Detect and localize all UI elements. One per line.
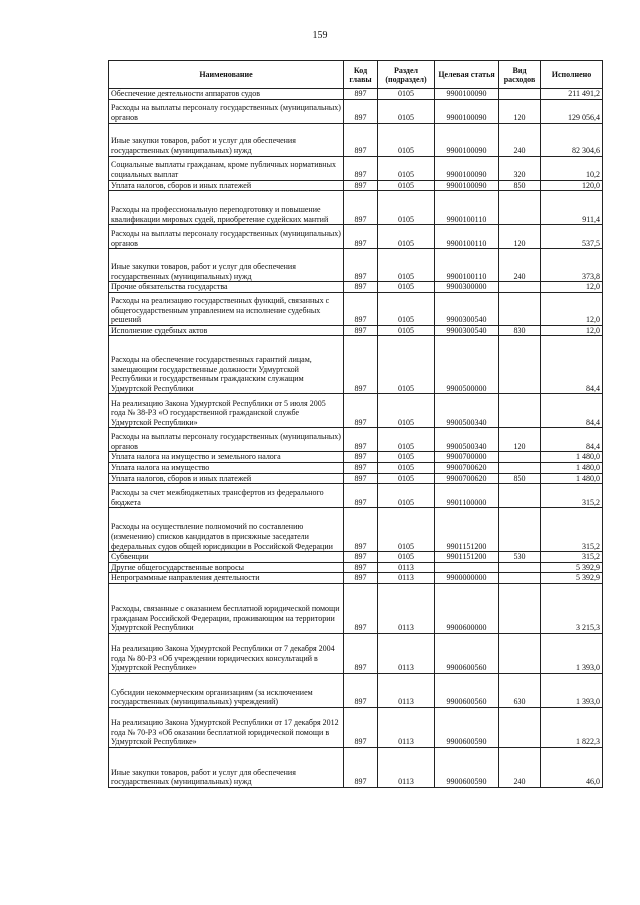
row-vid: 120 (499, 428, 541, 452)
row-name: Расходы на профессиональную переподготовку и повышение квалификации мировых судей, приобретение судейских мантий (109, 191, 344, 225)
row-value: 3 215,3 (541, 583, 603, 633)
row-vid (499, 633, 541, 673)
row-razdel: 0105 (378, 462, 435, 473)
table-row (109, 123, 603, 156)
row-glava: 897 (344, 484, 378, 508)
row-razdel: 0105 (378, 508, 435, 552)
row-value: 12,0 (541, 325, 603, 336)
row-glava: 897 (344, 249, 378, 282)
row-name: На реализацию Закона Удмуртской Республики от 5 июля 2005 года № 38-РЗ «О государственной гражданской службе Удмуртской Республики» (109, 394, 344, 428)
row-name: Исполнение судебных актов (109, 325, 344, 336)
row-name: Иные закупки товаров, работ и услуг для обеспечения государственных (муниципальных) нужд (109, 249, 344, 282)
table-row (109, 562, 603, 573)
row-statya: 9900300000 (435, 282, 499, 293)
row-vid (499, 394, 541, 428)
row-value: 1 480,0 (541, 452, 603, 463)
row-glava: 897 (344, 394, 378, 428)
row-name: Обеспечение деятельности аппаратов судов (109, 89, 344, 100)
row-razdel: 0113 (378, 633, 435, 673)
table-row (109, 249, 603, 282)
row-vid: 830 (499, 325, 541, 336)
row-razdel: 0105 (378, 180, 435, 191)
row-statya: 9900300540 (435, 292, 499, 325)
row-value: 12,0 (541, 282, 603, 293)
row-value: 82 304,6 (541, 123, 603, 156)
row-value: 315,2 (541, 552, 603, 563)
table-row (109, 292, 603, 325)
page-number: 159 (312, 30, 328, 41)
row-glava: 897 (344, 508, 378, 552)
row-name: Другие общегосударственные вопросы (109, 562, 344, 573)
row-razdel: 0105 (378, 292, 435, 325)
row-value: 46,0 (541, 747, 603, 787)
row-statya: 9900100090 (435, 99, 499, 123)
table-row (109, 747, 603, 787)
header-value: Исполнено (541, 61, 603, 89)
row-vid: 850 (499, 180, 541, 191)
row-value: 537,5 (541, 225, 603, 249)
row-glava: 897 (344, 428, 378, 452)
row-name: Расходы на выплаты персоналу государственных (муниципальных) органов (109, 99, 344, 123)
table-row (109, 99, 603, 123)
row-vid: 120 (499, 225, 541, 249)
table-row (109, 473, 603, 484)
row-value: 211 491,2 (541, 89, 603, 100)
row-glava: 897 (344, 747, 378, 787)
row-glava: 897 (344, 462, 378, 473)
row-razdel: 0105 (378, 123, 435, 156)
table-row (109, 707, 603, 747)
row-value: 10,2 (541, 156, 603, 180)
row-razdel: 0105 (378, 249, 435, 282)
table-row (109, 452, 603, 463)
row-name: Субвенции (109, 552, 344, 563)
row-statya: 9900600560 (435, 633, 499, 673)
header-glava: Код главы (344, 61, 378, 89)
row-name: Непрограммные направления деятельности (109, 573, 344, 584)
row-vid (499, 452, 541, 463)
row-glava: 897 (344, 89, 378, 100)
row-razdel: 0113 (378, 673, 435, 707)
row-vid: 630 (499, 673, 541, 707)
row-statya: 9901151200 (435, 508, 499, 552)
row-name: Уплата налога на имущество (109, 462, 344, 473)
row-value: 911,4 (541, 191, 603, 225)
row-statya: 9900100090 (435, 123, 499, 156)
row-vid: 120 (499, 99, 541, 123)
row-value: 315,2 (541, 508, 603, 552)
row-vid: 240 (499, 123, 541, 156)
row-name: Расходы на выплаты персоналу государственных (муниципальных) органов (109, 428, 344, 452)
row-razdel: 0113 (378, 747, 435, 787)
table-row (109, 336, 603, 394)
row-statya: 9900300540 (435, 325, 499, 336)
row-statya: 9900500340 (435, 428, 499, 452)
row-statya: 9900100110 (435, 249, 499, 282)
row-vid (499, 336, 541, 394)
row-vid (499, 282, 541, 293)
row-statya: 9901151200 (435, 552, 499, 563)
row-vid (499, 707, 541, 747)
row-glava: 897 (344, 325, 378, 336)
row-value: 84,4 (541, 428, 603, 452)
row-vid (499, 191, 541, 225)
row-statya: 9900100110 (435, 225, 499, 249)
row-value: 1 480,0 (541, 473, 603, 484)
row-value: 1 393,0 (541, 673, 603, 707)
row-vid (499, 89, 541, 100)
row-razdel: 0105 (378, 99, 435, 123)
table-row (109, 225, 603, 249)
row-razdel: 0113 (378, 573, 435, 584)
row-vid: 240 (499, 249, 541, 282)
row-vid: 320 (499, 156, 541, 180)
table-row (109, 462, 603, 473)
row-vid (499, 508, 541, 552)
row-statya: 9900600560 (435, 673, 499, 707)
row-glava: 897 (344, 633, 378, 673)
row-razdel: 0105 (378, 552, 435, 563)
row-value: 84,4 (541, 394, 603, 428)
row-glava: 897 (344, 336, 378, 394)
row-vid: 850 (499, 473, 541, 484)
row-name: Расходы на осуществление полномочий по составлению (изменению) списков кандидатов в присяжные заседатели федеральных судов общей юрисдикции в Российской Федерации (109, 508, 344, 552)
row-glava: 897 (344, 156, 378, 180)
row-name: Расходы на выплаты персоналу государственных (муниципальных) органов (109, 225, 344, 249)
row-glava: 897 (344, 99, 378, 123)
row-vid (499, 562, 541, 573)
row-value: 84,4 (541, 336, 603, 394)
row-name: Социальные выплаты гражданам, кроме публичных нормативных социальных выплат (109, 156, 344, 180)
row-value: 12,0 (541, 292, 603, 325)
table-row (109, 180, 603, 191)
row-statya: 9900500340 (435, 394, 499, 428)
row-statya: 9900100090 (435, 89, 499, 100)
row-glava: 897 (344, 191, 378, 225)
row-razdel: 0105 (378, 282, 435, 293)
row-vid (499, 462, 541, 473)
row-vid (499, 573, 541, 584)
table-row (109, 484, 603, 508)
row-statya (435, 562, 499, 573)
row-value: 1 393,0 (541, 633, 603, 673)
row-glava: 897 (344, 583, 378, 633)
row-vid (499, 484, 541, 508)
table-row (109, 325, 603, 336)
header-vid: Вид расходов (499, 61, 541, 89)
header-statya: Целевая статья (435, 61, 499, 89)
row-razdel: 0105 (378, 225, 435, 249)
row-razdel: 0105 (378, 156, 435, 180)
table-row (109, 573, 603, 584)
row-glava: 897 (344, 452, 378, 463)
row-razdel: 0105 (378, 191, 435, 225)
header-razdel: Раздел (подраздел) (378, 61, 435, 89)
row-name: На реализацию Закона Удмуртской Республики от 7 декабря 2004 года № 80-РЗ «Об учреждении юридических консультаций в Удмуртской Республике» (109, 633, 344, 673)
row-name: Субсидии некоммерческим организациям (за исключением государственных (муниципальных) учреждений) (109, 673, 344, 707)
table-row (109, 394, 603, 428)
table-row (109, 633, 603, 673)
row-glava: 897 (344, 225, 378, 249)
row-statya: 9900600590 (435, 707, 499, 747)
row-glava: 897 (344, 707, 378, 747)
row-statya: 9900600590 (435, 747, 499, 787)
row-value: 5 392,9 (541, 573, 603, 584)
row-statya: 9900700000 (435, 452, 499, 463)
row-name: Уплата налога на имущество и земельного налога (109, 452, 344, 463)
row-name: Прочие обязательства государства (109, 282, 344, 293)
row-value: 1 480,0 (541, 462, 603, 473)
row-glava: 897 (344, 573, 378, 584)
row-statya: 9900100110 (435, 191, 499, 225)
row-glava: 897 (344, 473, 378, 484)
table-row (109, 508, 603, 552)
row-statya: 9901100000 (435, 484, 499, 508)
row-vid (499, 583, 541, 633)
row-value: 129 056,4 (541, 99, 603, 123)
table-row (109, 552, 603, 563)
row-razdel: 0105 (378, 428, 435, 452)
row-statya: 9900700620 (435, 462, 499, 473)
row-glava: 897 (344, 123, 378, 156)
table-row (109, 191, 603, 225)
row-statya: 9900100090 (435, 180, 499, 191)
row-glava: 897 (344, 562, 378, 573)
row-glava: 897 (344, 292, 378, 325)
row-name: Уплата налогов, сборов и иных платежей (109, 180, 344, 191)
table-row (109, 673, 603, 707)
row-value: 315,2 (541, 484, 603, 508)
row-name: На реализацию Закона Удмуртской Республики от 17 декабря 2012 года № 70-РЗ «Об оказании бесплатной юридической помощи в Удмуртской Республике» (109, 707, 344, 747)
row-name: Иные закупки товаров, работ и услуг для обеспечения государственных (муниципальных) нужд (109, 123, 344, 156)
row-razdel: 0105 (378, 336, 435, 394)
header-name: Наименование (109, 61, 344, 89)
row-glava: 897 (344, 282, 378, 293)
row-value: 373,8 (541, 249, 603, 282)
row-vid: 530 (499, 552, 541, 563)
table-row (109, 428, 603, 452)
row-name: Уплата налогов, сборов и иных платежей (109, 473, 344, 484)
table-row (109, 282, 603, 293)
table-row (109, 583, 603, 633)
row-razdel: 0105 (378, 473, 435, 484)
row-name: Расходы на реализацию государственных функций, связанных с общегосударственным управлением на исполнение судебных решений (109, 292, 344, 325)
budget-table (108, 60, 603, 788)
row-glava: 897 (344, 552, 378, 563)
row-statya: 9900000000 (435, 573, 499, 584)
row-statya: 9900600000 (435, 583, 499, 633)
row-razdel: 0105 (378, 89, 435, 100)
row-razdel: 0105 (378, 484, 435, 508)
row-vid: 240 (499, 747, 541, 787)
row-statya: 9900100090 (435, 156, 499, 180)
row-name: Расходы на обеспечение государственных гарантий лицам, замещающим государственные должности Удмуртской Республики и государственным гражданским служащим Удмуртской Республики (109, 336, 344, 394)
row-razdel: 0113 (378, 707, 435, 747)
row-value: 1 822,3 (541, 707, 603, 747)
row-statya: 9900700620 (435, 473, 499, 484)
row-name: Иные закупки товаров, работ и услуг для обеспечения государственных (муниципальных) нужд (109, 747, 344, 787)
row-razdel: 0105 (378, 325, 435, 336)
row-name: Расходы за счет межбюджетных трансфертов из федерального бюджета (109, 484, 344, 508)
row-glava: 897 (344, 673, 378, 707)
table-body (109, 89, 603, 788)
row-glava: 897 (344, 180, 378, 191)
row-name: Расходы, связанные с оказанием бесплатной юридической помощи гражданам Российской Федерации, проживающим на территории Удмуртской Республики (109, 583, 344, 633)
row-razdel: 0105 (378, 394, 435, 428)
row-vid (499, 292, 541, 325)
row-value: 5 392,9 (541, 562, 603, 573)
row-razdel: 0105 (378, 452, 435, 463)
row-razdel: 0113 (378, 562, 435, 573)
table-row (109, 156, 603, 180)
row-razdel: 0113 (378, 583, 435, 633)
row-statya: 9900500000 (435, 336, 499, 394)
table-header-row (109, 61, 603, 89)
row-value: 120,0 (541, 180, 603, 191)
table-row (109, 89, 603, 100)
